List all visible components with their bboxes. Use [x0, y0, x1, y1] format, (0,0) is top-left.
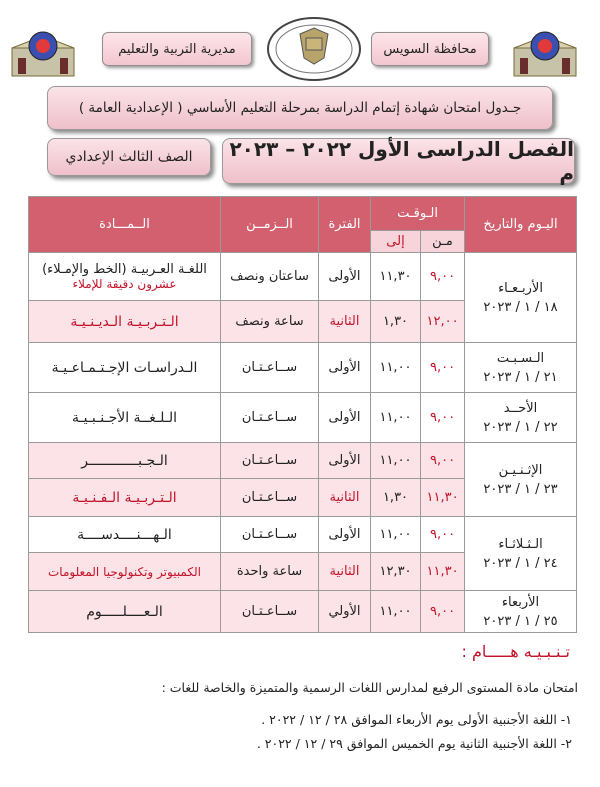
governorate-logo-left [4, 18, 82, 80]
subject-name: اللغـة العـربيـة (الخط والإمـلاء) [42, 262, 207, 277]
start-time: ٩,٠٠ [421, 253, 465, 301]
day-date-cell [465, 393, 577, 443]
subject: الـدراسـات الإجـتـمـاعـيـة [29, 343, 221, 393]
table-row [29, 591, 577, 633]
exam-date: ٢٤ / ١ / ٢٠٢٣ [483, 555, 558, 571]
end-time: ١١,٠٠ [371, 443, 421, 479]
day-date-cell [465, 253, 577, 343]
notice-item-2: ٢- اللغة الأجنبية الثانية يوم الخميس الموافق ٢٩ / ١٢ / ٢٠٢٢ . [256, 736, 572, 751]
period: الثانية [319, 479, 371, 517]
duration: ساعتان ونصف [221, 253, 319, 301]
table-row [29, 517, 577, 553]
term-label: الفصل الدراسى الأول ٢٠٢٢ – ٢٠٢٣ م [229, 137, 574, 185]
day-date-cell [465, 517, 577, 591]
period: الأولى [319, 343, 371, 393]
header-time: الـوقـت [371, 197, 465, 231]
header-from: مـن [421, 231, 465, 253]
end-time: ١١,٠٠ [371, 591, 421, 633]
exam-date: ٢١ / ١ / ٢٠٢٣ [483, 369, 558, 385]
subject: الـلـغــة الأجـنـبـيـة [29, 393, 221, 443]
day-date-cell [465, 443, 577, 517]
table-row [29, 253, 577, 301]
subject: الـتـربـيـة الـديـنـيـة [29, 301, 221, 343]
notice-intro: امتحان مادة المستوى الرفيع لمدارس اللغات الرسمية والمتميزة والخاصة للغات : [161, 680, 578, 695]
header-day-date: اليـوم والتاريخ [465, 197, 577, 253]
governorate-label: محافظة السويس [371, 32, 489, 66]
start-time: ٩,٠٠ [421, 517, 465, 553]
day-name: الأحــد [503, 400, 538, 416]
table-row [29, 443, 577, 479]
subject: الـتـربـيـة الـفـنـيـة [29, 479, 221, 517]
subject: الكمبيوتر وتكنولوجيا المعلومات [29, 553, 221, 591]
subject: الـجـبــــــــــــر [29, 443, 221, 479]
exam-date: ١٨ / ١ / ٢٠٢٣ [483, 299, 558, 315]
duration: ساعة واحدة [221, 553, 319, 591]
start-time: ٩,٠٠ [421, 591, 465, 633]
grade-banner [47, 138, 211, 176]
day-date-cell [465, 343, 577, 393]
notice-title: تـنـبـيـه هـــــام : [461, 642, 570, 661]
duration: ســاعـتـان [221, 443, 319, 479]
period: الثانية [319, 553, 371, 591]
exam-date: ٢٥ / ١ / ٢٠٢٣ [483, 613, 558, 629]
day-date-cell [465, 591, 577, 633]
end-time: ١١,٠٠ [371, 343, 421, 393]
start-time: ١١,٣٠ [421, 553, 465, 591]
end-time: ١١,٣٠ [371, 253, 421, 301]
duration: ســاعـتـان [221, 517, 319, 553]
header-to: إلى [371, 231, 421, 253]
day-name: الإثـنـيـن [498, 462, 543, 478]
duration: ســاعـتـان [221, 343, 319, 393]
period: الأولى [319, 443, 371, 479]
header-duration: الــزمــن [221, 197, 319, 253]
term-banner [222, 138, 575, 184]
exam-title: جـدول امتحان شهادة إتمام الدراسة بمرحلة التعليم الأساسي ( الإعدادية العامة ) [78, 100, 522, 116]
start-time: ٩,٠٠ [421, 343, 465, 393]
duration: ساعة ونصف [221, 301, 319, 343]
grade-label: الصف الثالث الإعدادي [65, 149, 193, 165]
start-time: ٩,٠٠ [421, 443, 465, 479]
exam-title-banner [47, 86, 553, 130]
end-time: ١١,٠٠ [371, 517, 421, 553]
day-name: الأربعاء [501, 594, 540, 610]
day-name: الأربـعـاء [498, 280, 543, 296]
end-time: ١١,٠٠ [371, 393, 421, 443]
period: الثانية [319, 301, 371, 343]
exam-date: ٢٢ / ١ / ٢٠٢٣ [483, 419, 558, 435]
subject [29, 253, 221, 301]
day-name: الـثـلاثـاء [498, 536, 543, 552]
governorate-logo-right [506, 18, 584, 80]
day-name: الـسـبـت [496, 350, 545, 366]
table-row [29, 343, 577, 393]
header-subject: الــمـــادة [29, 197, 221, 253]
subject: الـهـــنــــدســــة [29, 517, 221, 553]
ministry-emblem [266, 16, 362, 82]
notice-item-1: ١- اللغة الأجنبية الأولى يوم الأربعاء الموافق ٢٨ / ١٢ / ٢٠٢٢ . [261, 712, 572, 727]
period: الأولى [319, 253, 371, 301]
end-time: ١٢,٣٠ [371, 553, 421, 591]
start-time: ١١,٣٠ [421, 479, 465, 517]
end-time: ١,٣٠ [371, 301, 421, 343]
period: الأولى [319, 393, 371, 443]
header-period: الفترة [319, 197, 371, 253]
duration: ســاعـتـان [221, 479, 319, 517]
exam-schedule-table [28, 196, 577, 633]
period: الأولي [319, 591, 371, 633]
duration: ســاعـتـان [221, 393, 319, 443]
subject: الـعــــلـــــوم [29, 591, 221, 633]
table-row [29, 393, 577, 443]
end-time: ١,٣٠ [371, 479, 421, 517]
start-time: ١٢,٠٠ [421, 301, 465, 343]
subject-note: عشرون دقيقة للإملاء [72, 277, 177, 291]
exam-date: ٢٣ / ١ / ٢٠٢٣ [483, 481, 558, 497]
start-time: ٩,٠٠ [421, 393, 465, 443]
duration: ســاعـتـان [221, 591, 319, 633]
directorate-label: مديرية التربية والتعليم [102, 32, 252, 66]
period: الأولى [319, 517, 371, 553]
